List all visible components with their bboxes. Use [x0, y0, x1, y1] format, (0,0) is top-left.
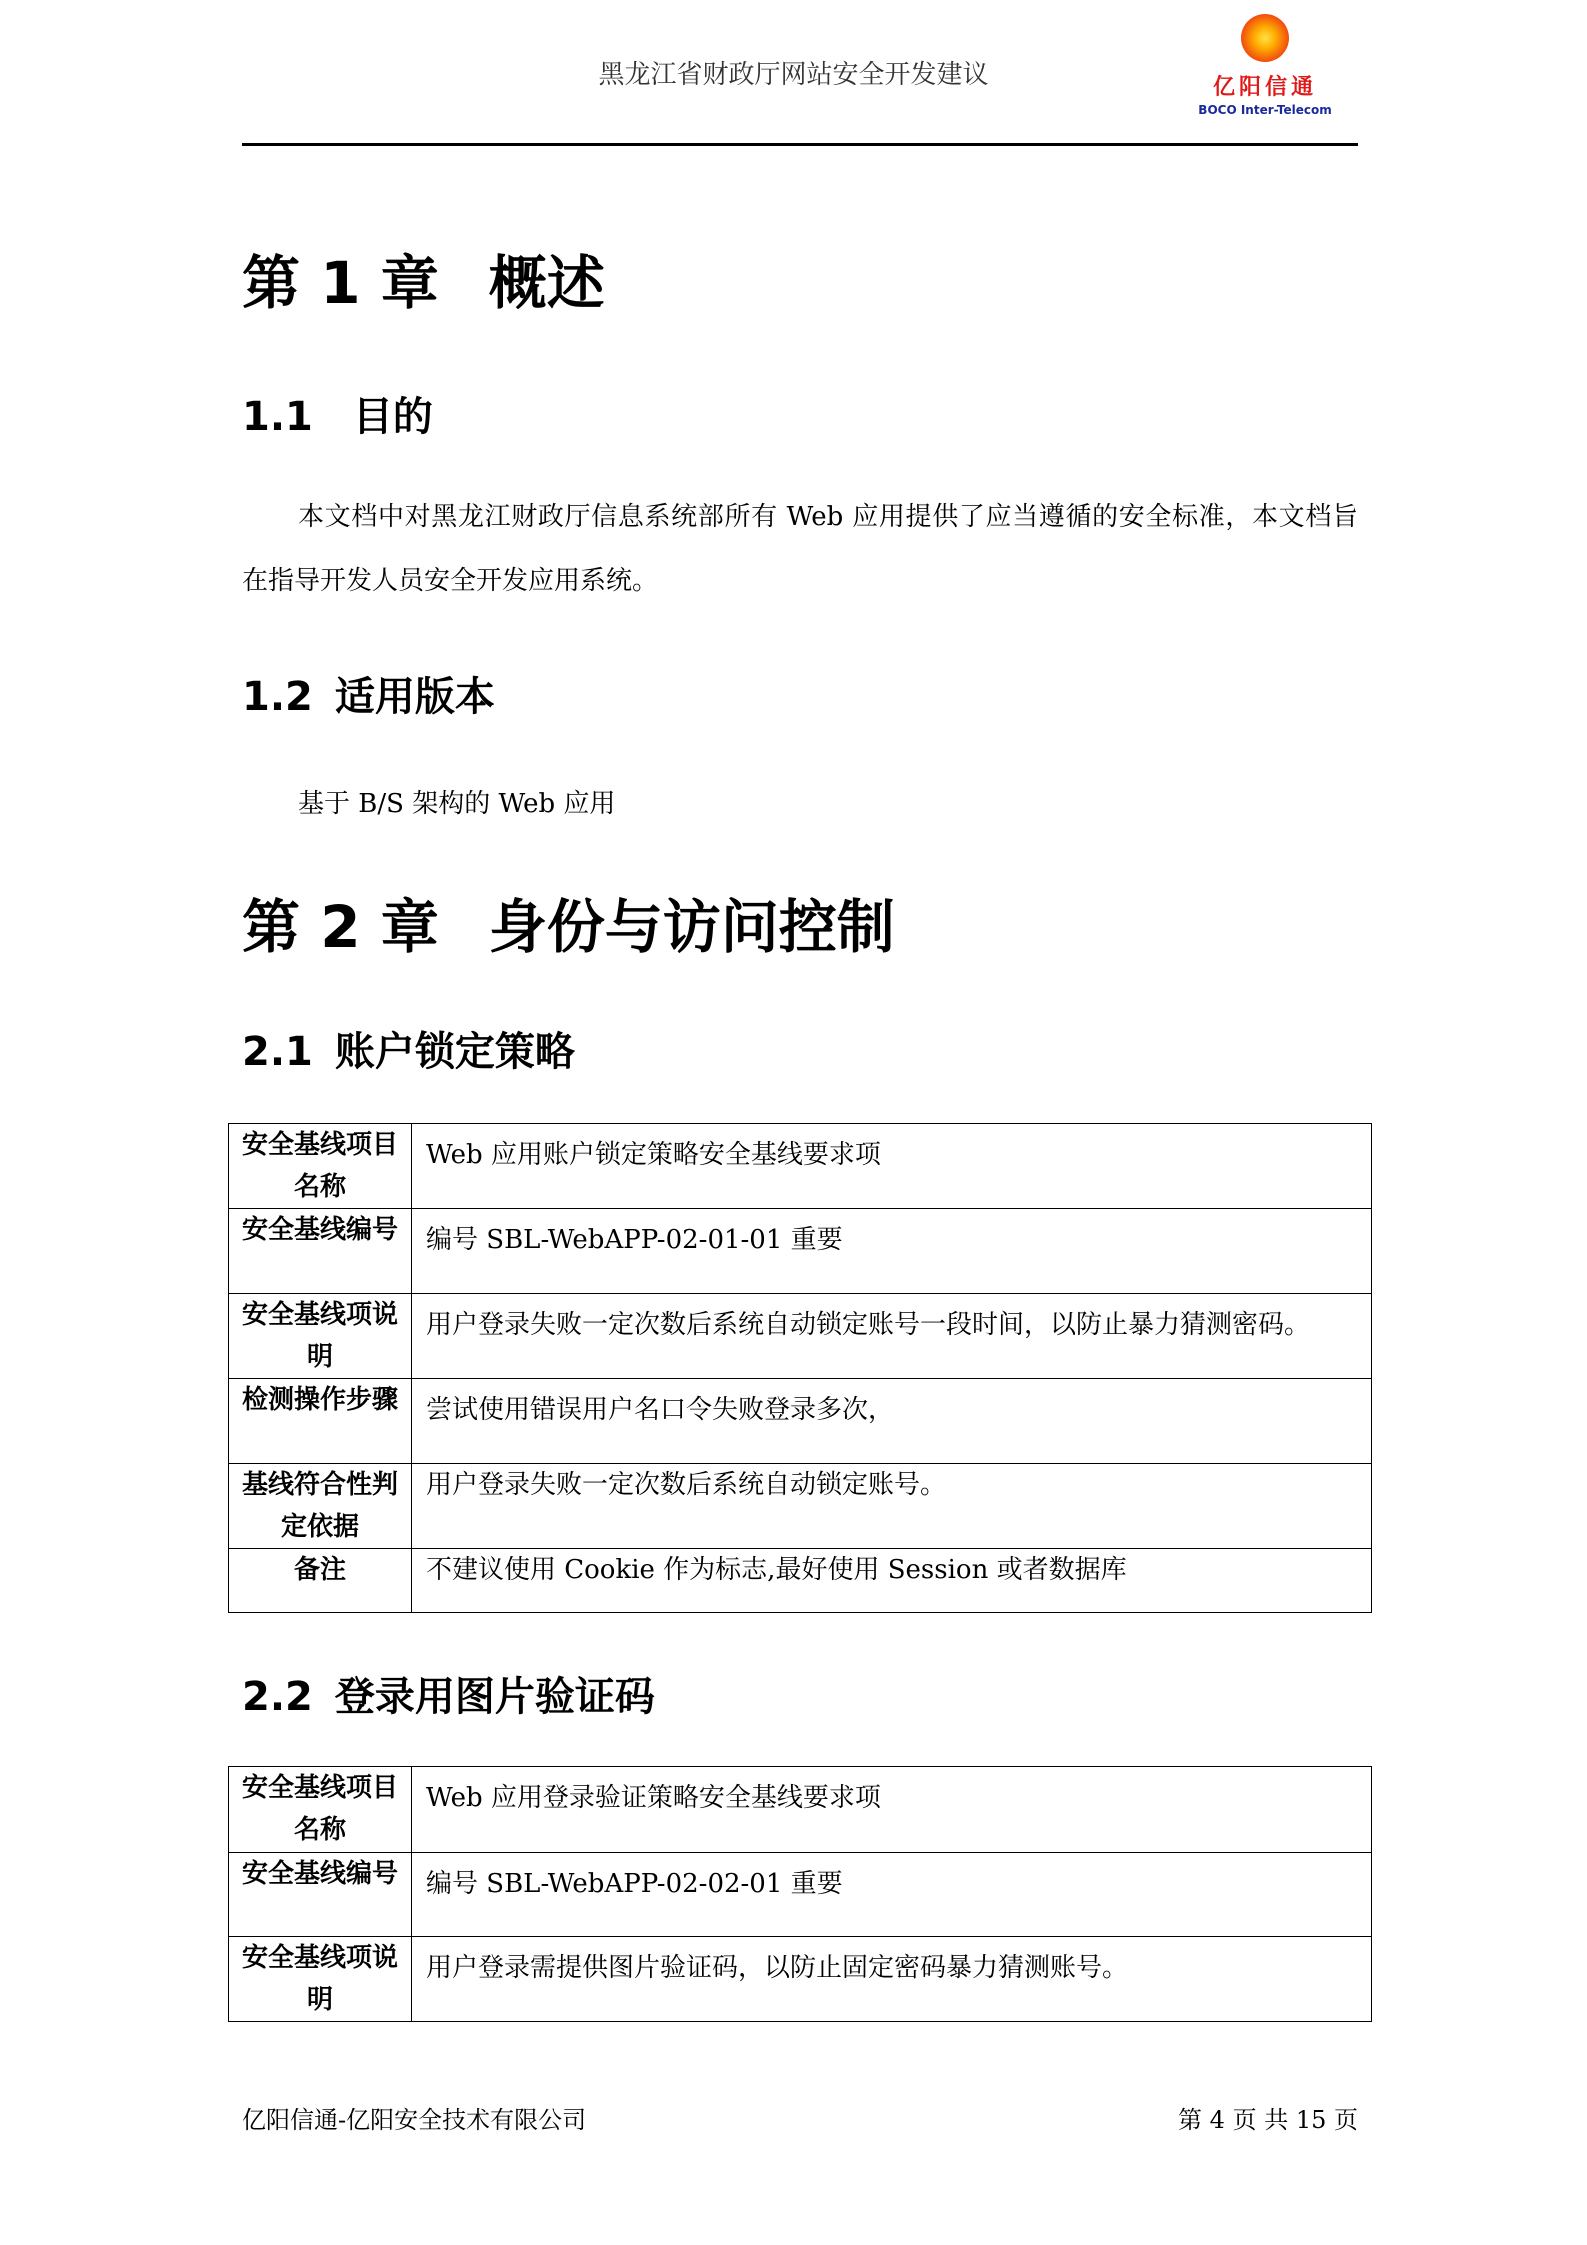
section-number: 2.2 [242, 1674, 313, 1720]
logo-cn: 亿阳信通 [1212, 74, 1317, 100]
section-1-1-heading [242, 385, 433, 442]
chapter-1-heading [242, 236, 605, 320]
row-value: 编号 SBL-WebAPP-02-02-01 重要 [412, 1853, 1372, 1937]
row-label: 安全基线项目名称 [229, 1124, 412, 1209]
table-row [229, 1767, 1372, 1853]
row-value: Web 应用账户锁定策略安全基线要求项 [412, 1124, 1372, 1209]
chapter-2-heading [242, 880, 895, 964]
section-number: 1.1 [242, 394, 313, 440]
sun-logo-icon [1241, 14, 1289, 62]
row-value: 用户登录失败一定次数后系统自动锁定账号一段时间，以防止暴力猜测密码。 [412, 1294, 1372, 1379]
section-title: 适用版本 [334, 674, 495, 720]
section-number: 2.1 [242, 1029, 313, 1075]
chapter-number: 第 2 章 [242, 893, 439, 961]
row-value: 编号 SBL-WebAPP-02-01-01 重要 [412, 1209, 1372, 1294]
table-row [229, 1379, 1372, 1464]
captcha-table [228, 1766, 1372, 2022]
section-title: 目的 [352, 394, 433, 440]
logo-en: BOCO Inter-Telecom [1198, 103, 1332, 117]
account-lockout-table [228, 1123, 1372, 1613]
table-row [229, 1464, 1372, 1549]
chapter-title: 概述 [488, 249, 605, 317]
table-row [229, 1294, 1372, 1379]
table-row [229, 1853, 1372, 1937]
company-logo [1195, 14, 1335, 117]
row-label: 检测操作步骤 [229, 1379, 412, 1464]
row-value: Web 应用登录验证策略安全基线要求项 [412, 1767, 1372, 1853]
row-label: 基线符合性判定依据 [229, 1464, 412, 1549]
purpose-paragraph: 本文档中对黑龙江财政厅信息系统部所有 Web 应用提供了应当遵循的安全标准，本文档旨在指导开发人员安全开发应用系统。 [242, 502, 1358, 596]
row-value: 不建议使用 Cookie 作为标志,最好使用 Session 或者数据库 [412, 1549, 1372, 1613]
row-label: 安全基线项目名称 [229, 1767, 412, 1853]
version-text: 基于 B/S 架构的 Web 应用 [298, 789, 616, 819]
table-row [229, 1937, 1372, 2022]
row-label: 安全基线项说明 [229, 1294, 412, 1379]
section-2-1-heading [242, 1020, 575, 1077]
row-label: 安全基线编号 [229, 1209, 412, 1294]
section-2-2-heading [242, 1665, 655, 1722]
footer-company: 亿阳信通-亿阳安全技术有限公司 [242, 2106, 587, 2134]
row-label: 安全基线编号 [229, 1853, 412, 1937]
row-label: 安全基线项说明 [229, 1937, 412, 2022]
section-number: 1.2 [242, 674, 313, 720]
section-title: 登录用图片验证码 [334, 1674, 655, 1720]
chapter-title: 身份与访问控制 [488, 893, 895, 961]
chapter-number: 第 1 章 [242, 249, 439, 317]
table-row [229, 1549, 1372, 1613]
table-row [229, 1124, 1372, 1209]
header-title: 黑龙江省财政厅网站安全开发建议 [598, 60, 989, 90]
section-1-2-heading [242, 665, 495, 722]
row-value: 用户登录需提供图片验证码，以防止固定密码暴力猜测账号。 [412, 1937, 1372, 2022]
table-row [229, 1209, 1372, 1294]
footer-page-number: 第 4 页 共 15 页 [1178, 2106, 1358, 2134]
row-value: 用户登录失败一定次数后系统自动锁定账号。 [412, 1464, 1372, 1549]
row-label: 备注 [229, 1549, 412, 1613]
section-title: 账户锁定策略 [334, 1029, 575, 1075]
header-divider [242, 143, 1358, 146]
row-value: 尝试使用错误用户名口令失败登录多次， [412, 1379, 1372, 1464]
